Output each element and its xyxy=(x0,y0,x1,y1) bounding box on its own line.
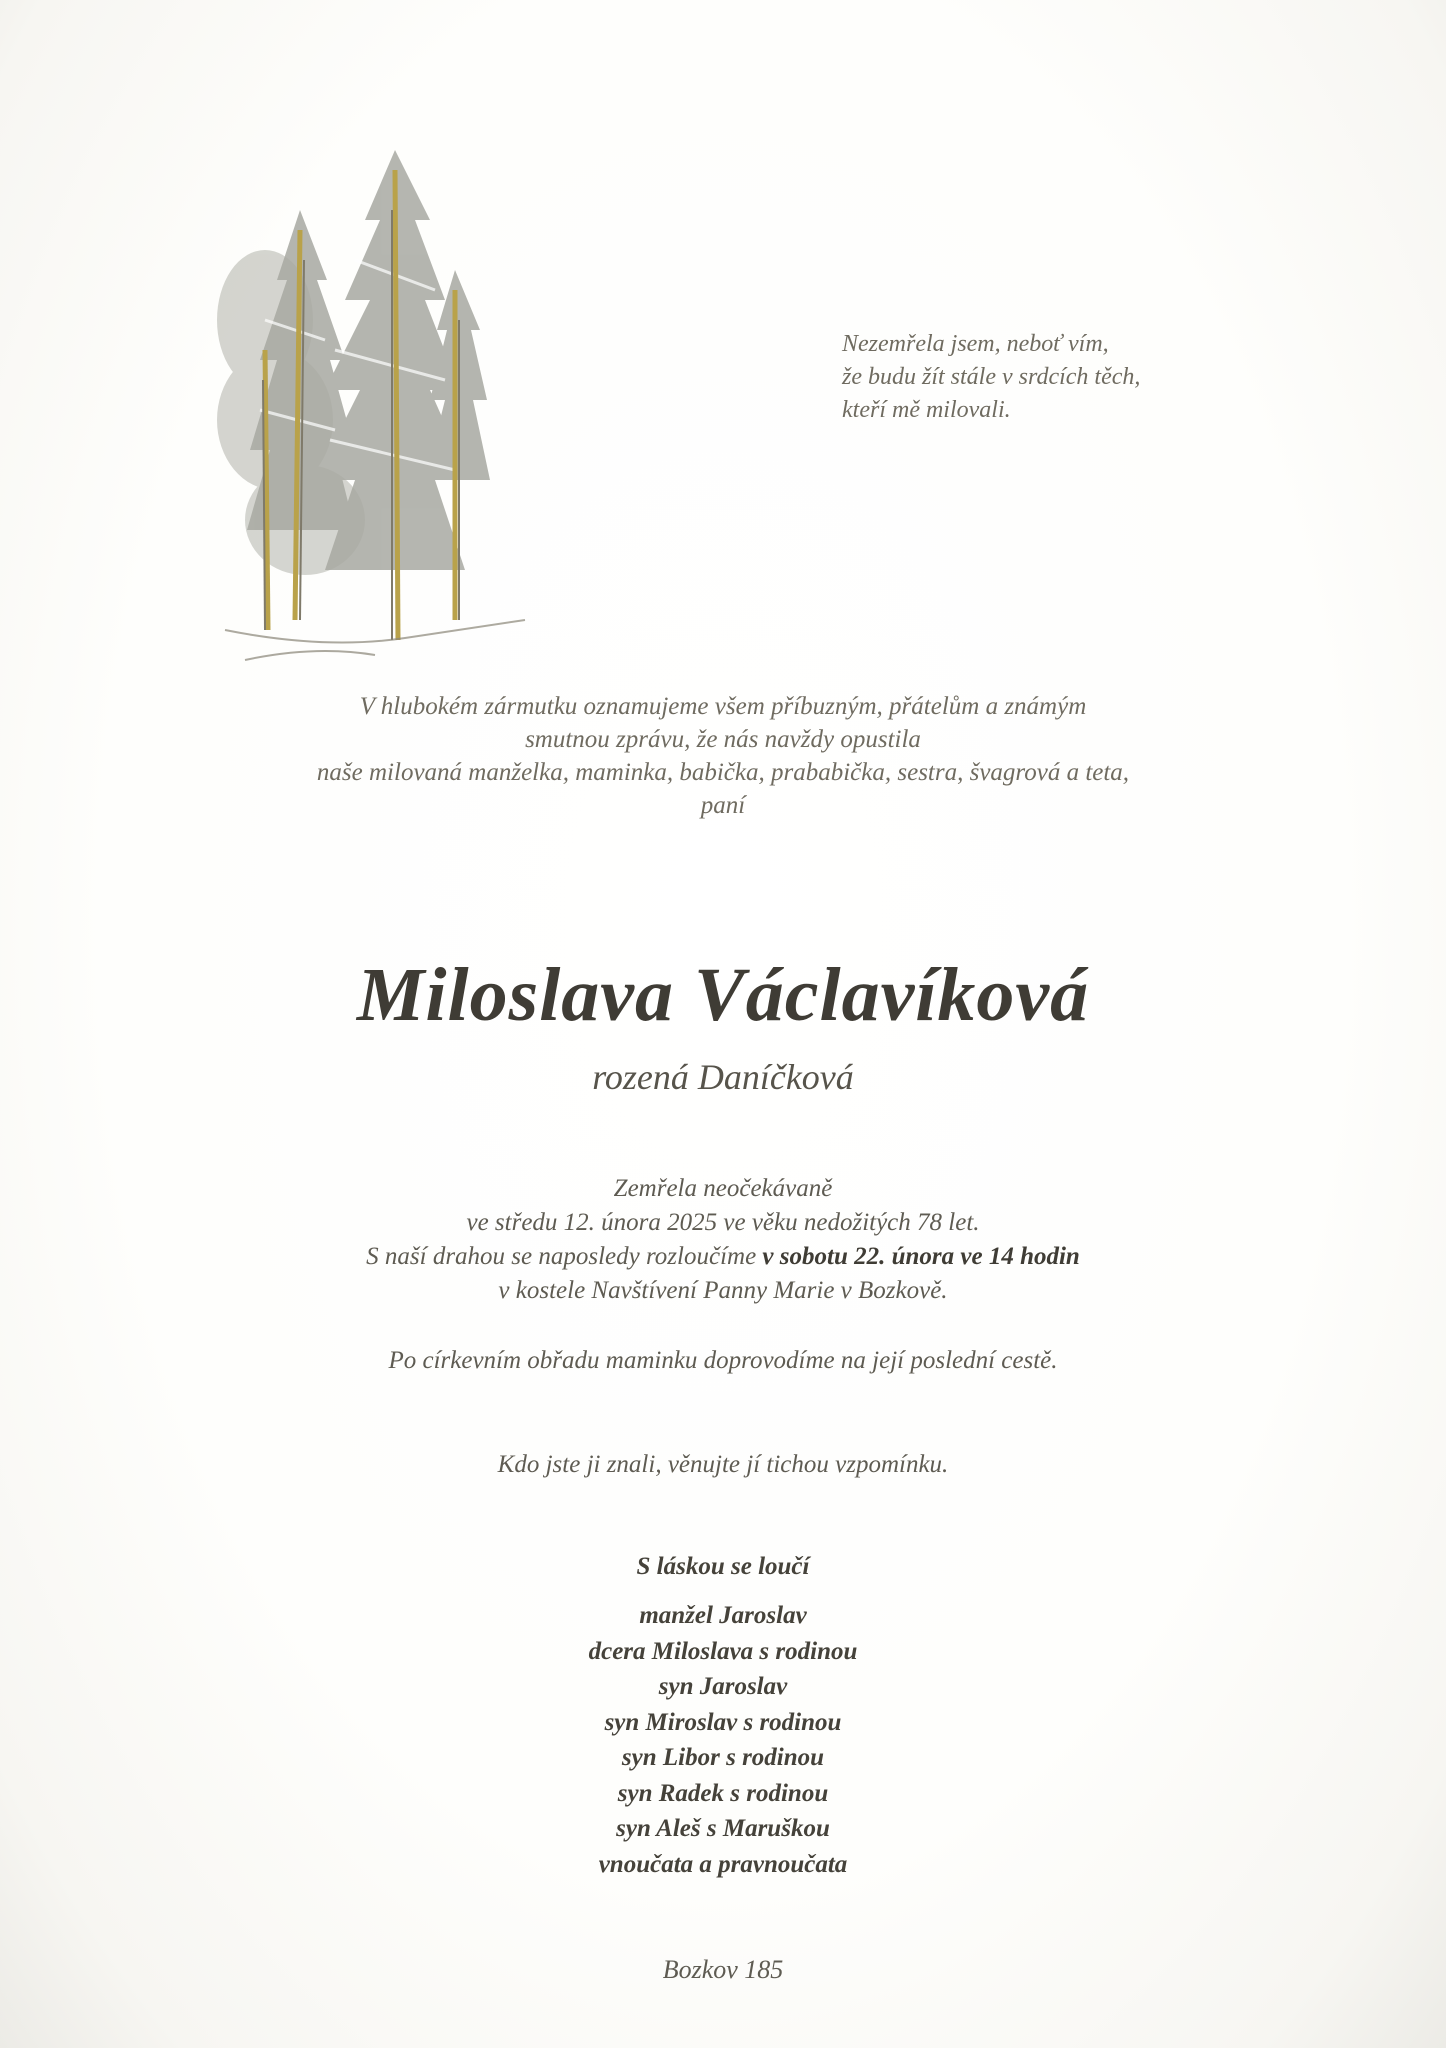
memorial-quote xyxy=(842,328,1262,427)
funeral-location: v kostele Navštívení Panny Marie v Bozkově. xyxy=(498,1277,948,1304)
quote-line: že budu žít stále v srdcích těch, xyxy=(842,364,1141,390)
maiden-name: rozená Daníčková xyxy=(592,1057,854,1097)
intro-line: paní xyxy=(700,792,746,819)
intro-line: V hlubokém zármutku oznamujeme všem příbuzným, přátelům a známým xyxy=(359,693,1087,720)
death-line: Zemřela neočekávaně xyxy=(613,1175,833,1202)
deceased-name: Miloslava Václavíková xyxy=(356,953,1090,1037)
death-line: ve středu 12. února 2025 ve věku nedožitých 78 let. xyxy=(466,1209,980,1236)
announcement-intro xyxy=(0,690,1446,822)
ceremony-text: Po církevním obřadu maminku doprovodíme na její poslední cestě. xyxy=(388,1347,1058,1374)
funeral-line xyxy=(0,1240,1446,1274)
mourners-section xyxy=(0,1550,1446,1882)
mourner: syn Radek s rodinou xyxy=(617,1779,829,1807)
mourner: syn Miroslav s rodinou xyxy=(604,1708,842,1736)
mourner: syn Aleš s Maruškou xyxy=(616,1815,830,1842)
remembrance-text: Kdo jste ji znali, věnujte jí tichou vzpomínku. xyxy=(497,1451,949,1478)
address: Bozkov 185 xyxy=(662,1955,784,1984)
mourners-heading: S láskou se loučí xyxy=(636,1553,810,1580)
mourner: dcera Miloslava s rodinou xyxy=(588,1637,858,1665)
death-notice xyxy=(0,1172,1446,1308)
mourner: syn Libor s rodinou xyxy=(621,1744,825,1771)
intro-line: smutnou zprávu, že nás navždy opustila xyxy=(525,726,921,753)
quote-line: Nezemřela jsem, neboť vím, xyxy=(842,331,1109,357)
funeral-date: v sobotu 22. února ve 14 hodin xyxy=(762,1243,1080,1270)
intro-line: naše milovaná manželka, maminka, babička, prababička, sestra, švagrová a teta, xyxy=(316,759,1130,786)
mourner: syn Jaroslav xyxy=(658,1673,788,1700)
mourner: vnoučata a pravnoučata xyxy=(598,1850,848,1878)
funeral-text: S naší drahou se naposledy rozloučíme xyxy=(366,1243,763,1270)
quote-line: kteří mě milovali. xyxy=(842,397,1011,423)
pine-trees-icon xyxy=(205,150,545,690)
mourner: manžel Jaroslav xyxy=(639,1602,807,1629)
